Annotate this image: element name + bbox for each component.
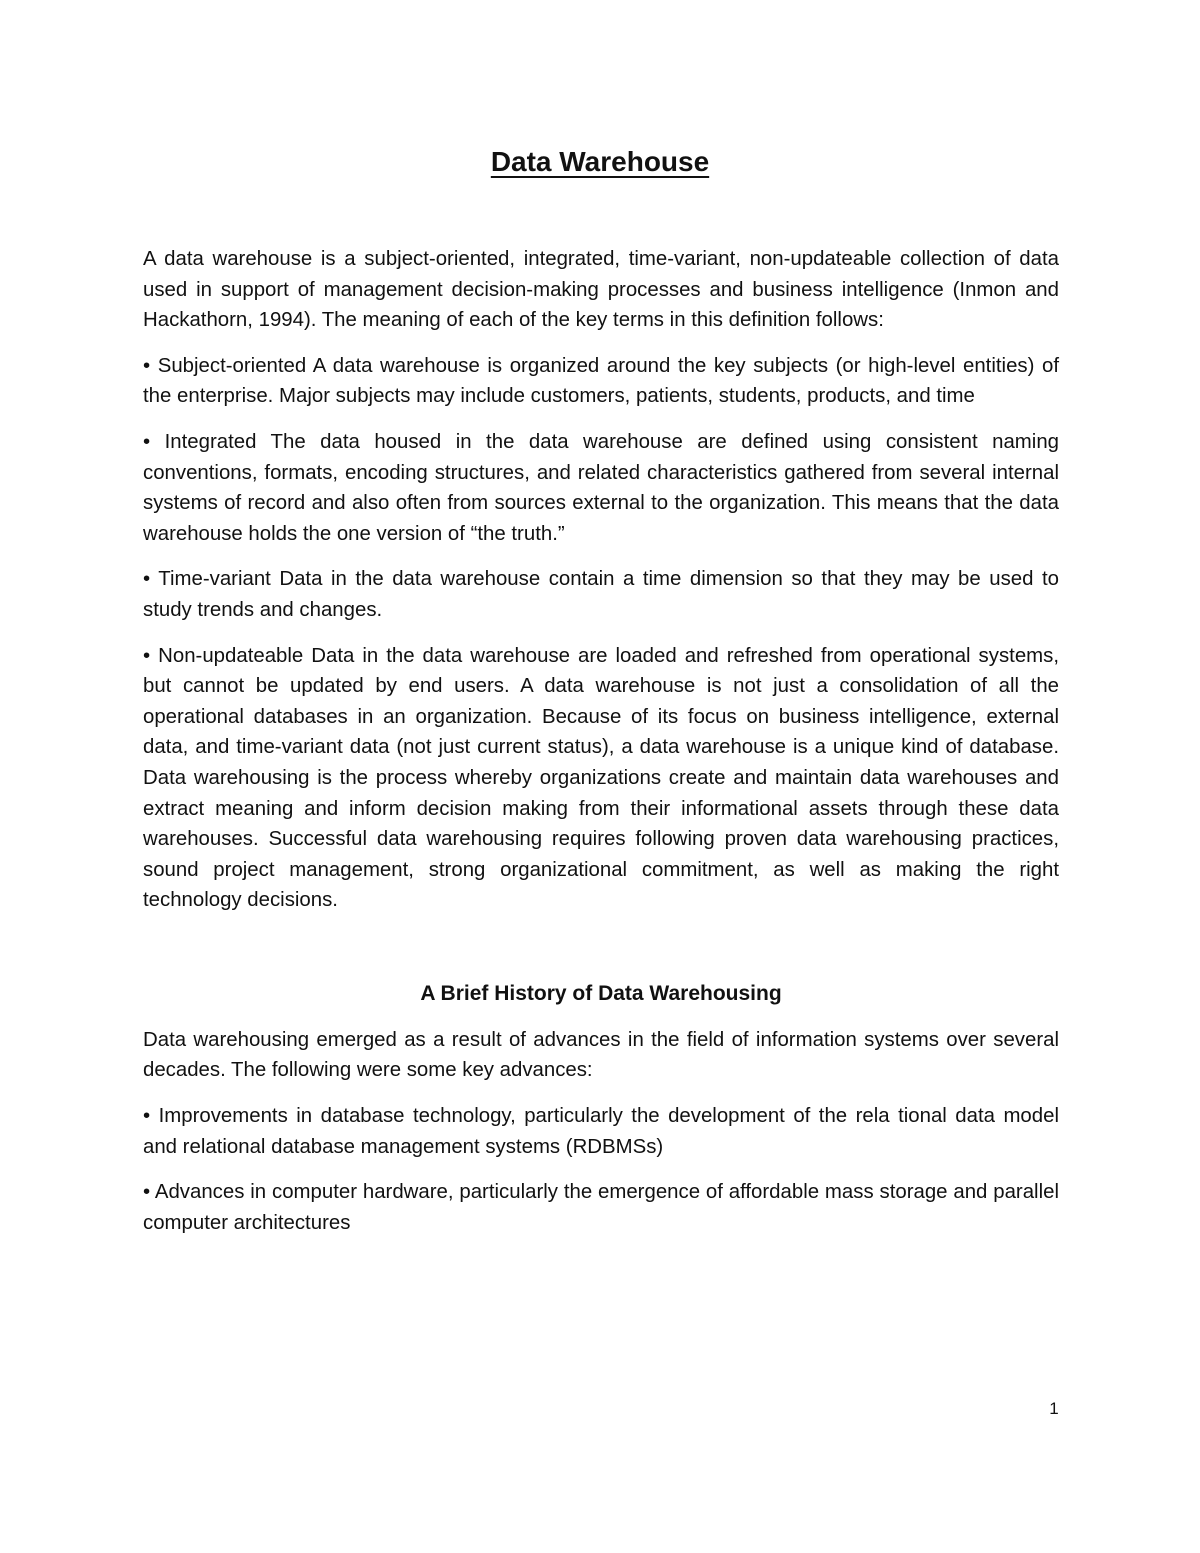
bullet-computer-hardware: • Advances in computer hardware, particularly the emergence of affordable mass storage and parallel computer architectures (143, 1181, 1059, 1234)
page-number: 1 (1049, 1399, 1059, 1418)
bullet-integrated: • Integrated The data housed in the data warehouse are defined using consistent naming conventions, formats, encoding structures, and related characteristics gathered from several internal systems of record and also often from sources external to the organization. This means that the data warehouse holds the one version of “the truth.” (143, 430, 1059, 545)
section-heading: A Brief History of Data Warehousing (420, 981, 782, 1005)
bullet-time-variant: • Time-variant Data in the data warehouse contain a time dimension so that they may be used to study trends and changes. (143, 568, 1059, 621)
document-body (143, 244, 1059, 1253)
bullet-non-updateable: • Non-updateable Data in the data warehouse are loaded and refreshed from operational systems, but cannot be updated by end users. A data warehouse is not just a consolidation of all the operational databases in an organization. Because of its focus on business intelligence, external data, and time-variant data (not just current status), a data warehouse is a unique kind of database. Data warehousing is the process whereby organizations create and maintain data warehouses and extract meaning and inform decision making from their informational assets through these data warehouses. Successful data warehousing requires following proven data warehousing practices, sound project management, strong organizational commitment, as well as making the right technology decisions. (143, 644, 1059, 912)
bullet-subject-oriented: • Subject-oriented A data warehouse is organized around the key subjects (or high-level entities) of the enterprise. Major subjects may include customers, patients, students, products, and time (143, 354, 1059, 408)
intro-paragraph: A data warehouse is a subject-oriented, integrated, time-variant, non-updateable collection of data used in support of management decision-making processes and business intelligence (Inmon and Hackathorn, 1994). The meaning of each of the key terms in this definition follows: (143, 248, 1059, 332)
history-intro-paragraph: Data warehousing emerged as a result of advances in the field of information systems over several decades. The following were some key advances: (143, 1028, 1059, 1082)
bullet-database-technology: • Improvements in database technology, particularly the development of the rela tional data model and relational database management systems (RDBMSs) (143, 1105, 1059, 1158)
page-title: Data Warehouse (490, 146, 710, 177)
